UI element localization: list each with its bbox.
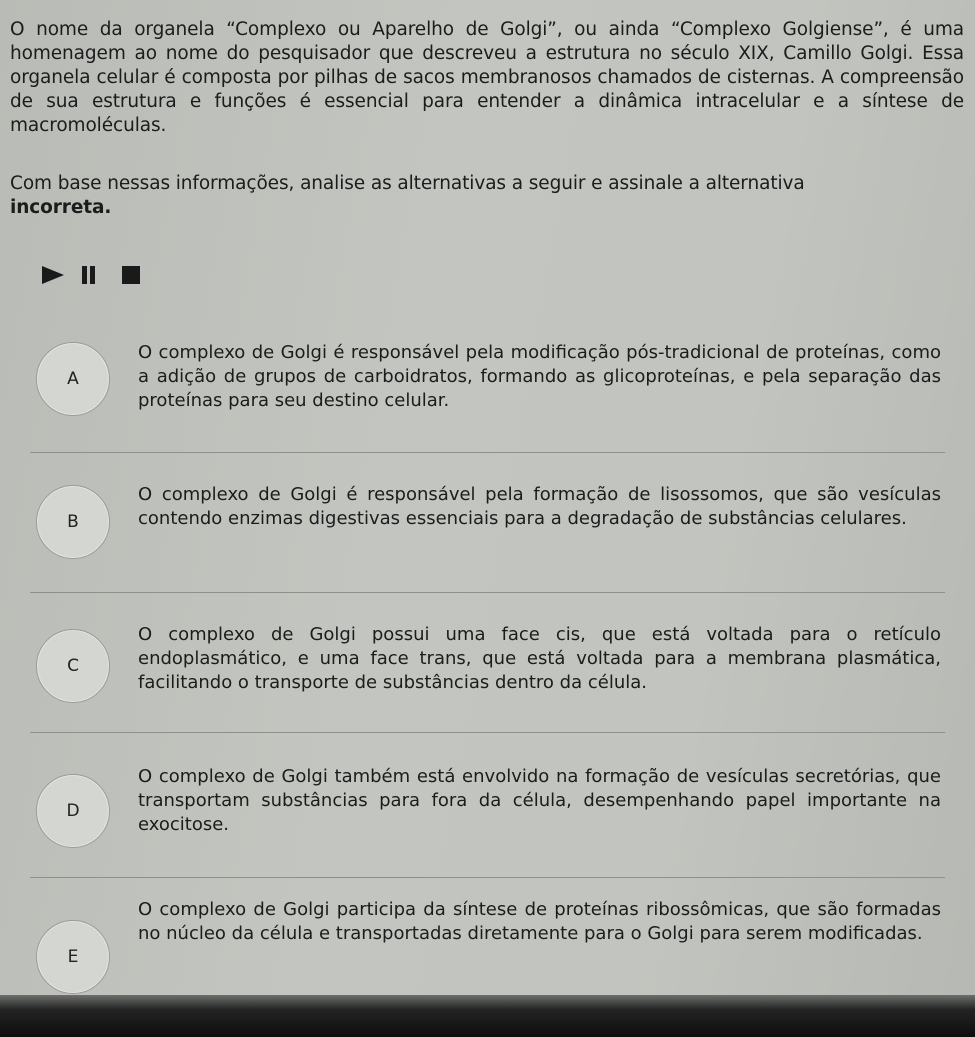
option-letter-badge[interactable]: C — [36, 629, 110, 703]
divider — [30, 877, 945, 878]
divider — [30, 592, 945, 593]
option-d[interactable] — [30, 750, 945, 878]
instruction-text: Com base nessas informações, analise as alternativas a seguir e assinale a alternativa — [10, 173, 805, 194]
option-text[interactable]: O complexo de Golgi participa da síntese de proteínas ribossômicas, que são formadas no núcleo da célula e transportadas diretamente para o Golgi para serem modificadas. — [138, 899, 941, 944]
play-icon[interactable] — [42, 266, 64, 284]
instruction-emphasis: incorreta. — [10, 197, 112, 218]
option-text[interactable]: O complexo de Golgi é responsável pela formação de lisossomos, que são vesículas contendo enzimas digestivas essenciais para a degradação de substâncias celulares. — [138, 484, 941, 529]
option-text[interactable]: O complexo de Golgi possui uma face cis, que está voltada para o retículo endoplasmático, e uma face trans, que está voltada para a membrana plasmática, facilitando o transporte de substâncias dentro da célula. — [138, 624, 941, 693]
screen-bottom-edge — [0, 995, 975, 1037]
question-paragraph: O nome da organela “Complexo ou Aparelho de Golgi”, ou ainda “Complexo Golgiense”, é uma homenagem ao nome do pesquisador que descreveu a estrutura no século XIX, Camillo Golgi. Essa organela celular é composta por pilhas de sacos membranosos chamados de cisternas. A compreensão de sua estrutura e funções é essencial para entender a dinâmica intracelular e a síntese de macromoléculas. — [10, 19, 964, 136]
option-text[interactable]: O complexo de Golgi também está envolvido na formação de vesículas secretórias, que transportam substâncias para fora da célula, desempenhando papel importante na exocitose. — [138, 766, 941, 835]
option-b[interactable] — [30, 465, 945, 593]
option-text[interactable]: O complexo de Golgi é responsável pela modificação pós-tradicional de proteínas, como a adição de grupos de carboidratos, formando as glicoproteínas, e pela separação das proteínas para seu destino celular. — [138, 342, 941, 411]
option-letter-badge[interactable]: B — [36, 485, 110, 559]
stop-icon[interactable] — [122, 266, 140, 284]
option-letter-badge[interactable]: E — [36, 920, 110, 994]
divider — [30, 732, 945, 733]
pause-icon[interactable] — [82, 266, 96, 284]
option-c[interactable] — [30, 605, 945, 733]
audio-controls — [22, 262, 152, 288]
option-a[interactable] — [30, 325, 945, 453]
option-letter-badge[interactable]: D — [36, 774, 110, 848]
option-letter-badge[interactable]: A — [36, 342, 110, 416]
question-instruction — [10, 172, 964, 220]
divider — [30, 452, 945, 453]
option-e[interactable] — [30, 890, 945, 990]
